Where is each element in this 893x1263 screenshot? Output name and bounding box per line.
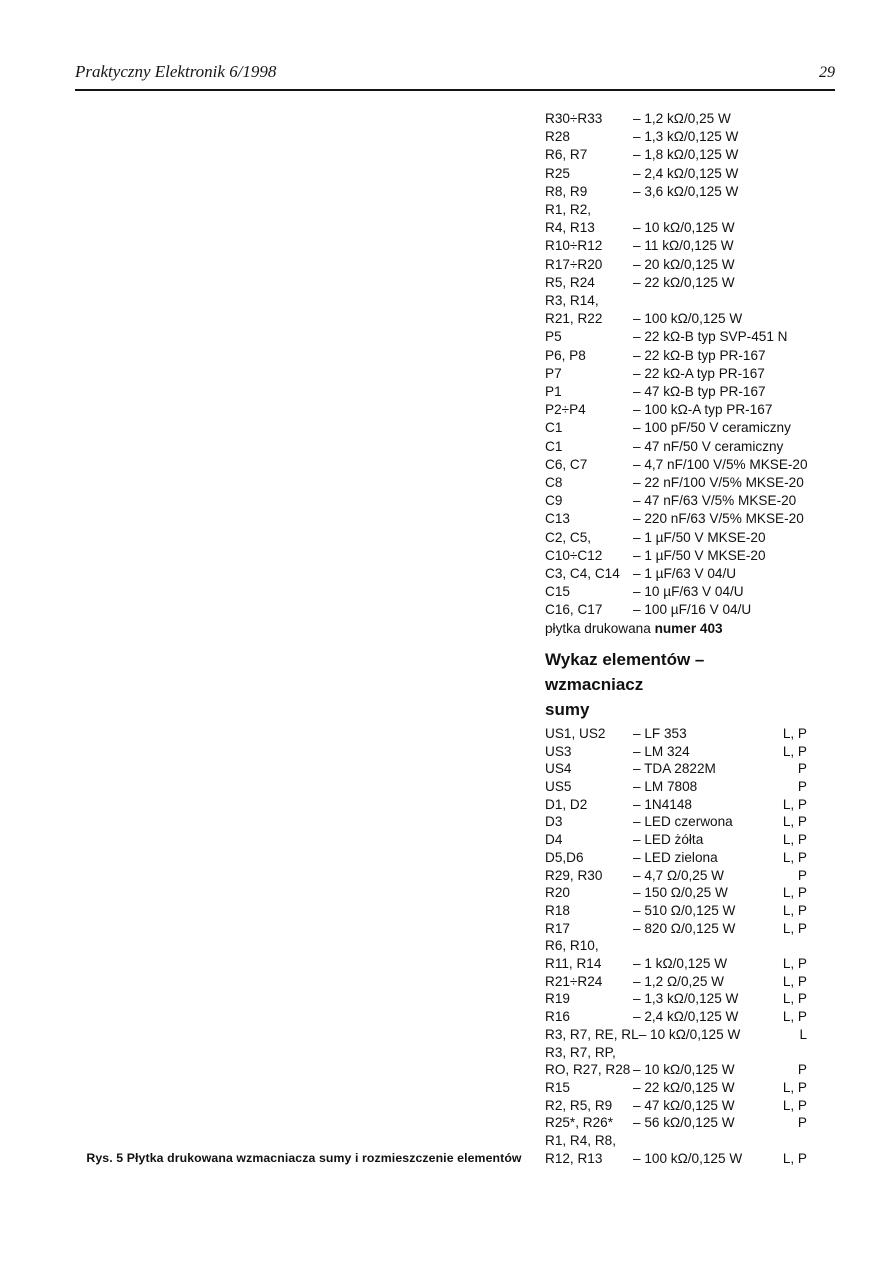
part-designator: D3 xyxy=(545,814,563,830)
parts-row xyxy=(545,510,807,528)
part-value: – 47 kΩ-B typ PR-167 xyxy=(633,384,766,400)
parts-row xyxy=(545,937,807,955)
parts-row xyxy=(545,456,807,474)
part-location: L, P xyxy=(782,725,807,741)
part-designator: D5,D6 xyxy=(545,849,584,865)
part-location: L, P xyxy=(782,1150,807,1166)
parts-row xyxy=(545,601,807,619)
part-designator: C3, C4, C14 xyxy=(545,566,620,582)
part-designator: R3, R7, RE, RL xyxy=(545,1026,639,1042)
part-designator: C1 xyxy=(545,420,563,436)
part-location xyxy=(777,183,807,201)
parts-row xyxy=(545,128,807,146)
parts-row xyxy=(545,274,807,292)
pcb-figure xyxy=(75,115,533,1143)
part-location xyxy=(777,347,807,365)
part-designator: R30÷R33 xyxy=(545,111,603,126)
part-value: – 1,2 Ω/0,25 W xyxy=(633,973,725,989)
parts-row xyxy=(545,110,807,128)
parts-list-2 xyxy=(545,725,807,1168)
parts-row xyxy=(545,920,807,938)
section2-heading xyxy=(545,647,807,722)
part-value: – 510 Ω/0,125 W xyxy=(633,902,736,918)
part-value: – 47 nF/50 V ceramiczny xyxy=(633,438,784,454)
part-designator: R1, R2, xyxy=(545,202,592,218)
part-location xyxy=(777,1044,807,1062)
parts-row xyxy=(545,796,807,814)
part-value: – 100 pF/50 V ceramiczny xyxy=(633,420,791,436)
part-location xyxy=(777,237,807,255)
parts-row xyxy=(545,256,807,274)
part-designator: C1 xyxy=(545,438,563,454)
part-value: – 22 kΩ/0,125 W xyxy=(633,1079,735,1095)
parts-row xyxy=(545,725,807,743)
parts-list-1 xyxy=(545,110,807,620)
part-location xyxy=(777,146,807,164)
part-value: – 100 kΩ/0,125 W xyxy=(633,1150,743,1166)
parts-row xyxy=(545,219,807,237)
part-value: – LM 7808 xyxy=(633,779,698,794)
part-designator: C10÷C12 xyxy=(545,547,603,563)
part-location: L, P xyxy=(782,796,807,812)
part-value: – 1,2 kΩ/0,25 W xyxy=(633,111,731,126)
part-location: P xyxy=(797,867,807,883)
parts-row xyxy=(545,474,807,492)
part-location xyxy=(791,419,821,437)
part-designator: D1, D2 xyxy=(545,796,588,812)
part-designator: R3, R14, xyxy=(545,293,599,309)
parts-list-column xyxy=(545,110,807,1167)
part-designator: R3, R7, RP, xyxy=(545,1044,616,1060)
part-value: – 1,8 kΩ/0,125 W xyxy=(633,147,739,163)
part-value: – 22 kΩ-B typ PR-167 xyxy=(633,347,766,363)
parts-row xyxy=(545,146,807,164)
part-location: L, P xyxy=(782,743,807,759)
parts-row xyxy=(545,743,807,761)
part-location xyxy=(777,365,807,383)
part-designator: C8 xyxy=(545,475,563,491)
part-location: L, P xyxy=(782,1009,807,1025)
part-designator: R21, R22 xyxy=(545,311,603,327)
part-designator: US4 xyxy=(545,761,572,777)
parts-row xyxy=(545,165,807,183)
part-location xyxy=(777,274,807,292)
parts-row xyxy=(545,328,807,346)
part-value: – 1,3 kΩ/0,125 W xyxy=(633,129,739,145)
part-location xyxy=(777,165,807,183)
part-designator: R29, R30 xyxy=(545,867,603,883)
part-location xyxy=(777,547,807,565)
part-location: L, P xyxy=(782,1097,807,1113)
part-value: – 4,7 nF/100 V/5% MKSE-20 xyxy=(633,456,808,472)
part-value: – 10 kΩ/0,125 W xyxy=(633,220,735,236)
part-designator: R8, R9 xyxy=(545,183,588,199)
parts-row xyxy=(545,365,807,383)
part-designator: R20 xyxy=(545,885,570,901)
part-location xyxy=(804,474,834,492)
part-value xyxy=(633,1044,777,1062)
part-value: – 150 Ω/0,25 W xyxy=(633,885,728,901)
part-location xyxy=(777,1132,807,1150)
part-value: – 1 µF/63 V 04/U xyxy=(633,566,737,582)
parts-row xyxy=(545,492,807,510)
part-designator: R17÷R20 xyxy=(545,256,603,272)
part-value: – 10 µF/63 V 04/U xyxy=(633,584,744,600)
parts-row xyxy=(545,201,807,219)
parts-row xyxy=(545,884,807,902)
part-location xyxy=(777,383,807,401)
part-value: – 22 kΩ/0,125 W xyxy=(633,274,735,290)
board-number-prefix: płytka drukowana xyxy=(545,620,655,636)
page-number: 29 xyxy=(819,64,835,81)
parts-row xyxy=(545,849,807,867)
part-designator: C16, C17 xyxy=(545,602,603,618)
part-designator: C9 xyxy=(545,493,563,509)
parts-row xyxy=(545,183,807,201)
parts-row xyxy=(545,1061,807,1079)
parts-row xyxy=(545,529,807,547)
part-location xyxy=(777,583,807,601)
part-designator: R6, R7 xyxy=(545,147,588,163)
parts-row xyxy=(545,347,807,365)
parts-row xyxy=(545,1079,807,1097)
part-designator: R5, R24 xyxy=(545,274,595,290)
part-location: L, P xyxy=(782,956,807,972)
part-designator: P2÷P4 xyxy=(545,402,586,418)
part-location xyxy=(777,937,807,955)
part-designator: US3 xyxy=(545,743,572,759)
parts-row xyxy=(545,383,807,401)
parts-row xyxy=(545,237,807,255)
pcb-figure-svg xyxy=(75,115,533,1143)
part-value: – 100 kΩ/0,125 W xyxy=(633,311,743,327)
part-location xyxy=(777,310,807,328)
part-location xyxy=(777,292,807,310)
part-location xyxy=(777,601,807,619)
part-value: – 100 µF/16 V 04/U xyxy=(633,602,752,618)
part-value: – TDA 2822M xyxy=(633,761,716,777)
part-value: – LM 324 xyxy=(633,743,690,759)
journal-title: Praktyczny Elektronik 6/1998 xyxy=(75,62,277,81)
part-location xyxy=(796,492,826,510)
part-value: – 22 kΩ-B typ SVP-451 N xyxy=(633,329,788,345)
part-location xyxy=(777,201,807,219)
parts-row xyxy=(545,813,807,831)
parts-row xyxy=(545,867,807,885)
part-location xyxy=(787,328,817,346)
part-value: – 3,6 kΩ/0,125 W xyxy=(633,183,739,199)
part-location xyxy=(783,438,813,456)
part-value xyxy=(633,1132,777,1150)
part-location: L, P xyxy=(782,920,807,936)
part-designator: P7 xyxy=(545,365,562,381)
parts-row xyxy=(545,831,807,849)
parts-row xyxy=(545,778,807,796)
part-designator: R1, R4, R8, xyxy=(545,1133,617,1149)
part-designator: R12, R13 xyxy=(545,1150,603,1166)
part-value: – 1 kΩ/0,125 W xyxy=(633,956,728,972)
part-location xyxy=(777,256,807,274)
board-number-note xyxy=(545,620,807,638)
part-location xyxy=(777,529,807,547)
part-location xyxy=(804,510,834,528)
parts-row xyxy=(545,760,807,778)
part-value: – 1 µF/50 V MKSE-20 xyxy=(633,529,766,545)
part-designator: US1, US2 xyxy=(545,725,606,741)
part-value: – 47 kΩ/0,125 W xyxy=(633,1097,735,1113)
section2-heading-line2: sumy xyxy=(545,699,590,719)
part-designator: C2, C5, xyxy=(545,529,592,545)
parts-row xyxy=(545,565,807,583)
part-value: – 100 kΩ-A typ PR-167 xyxy=(633,402,773,418)
part-location: L, P xyxy=(782,991,807,1007)
parts-row xyxy=(545,401,807,419)
part-location: L, P xyxy=(782,885,807,901)
part-designator: C6, C7 xyxy=(545,456,588,472)
parts-row xyxy=(545,419,807,437)
part-location xyxy=(808,456,838,474)
part-designator: R28 xyxy=(545,129,570,145)
part-location: L, P xyxy=(782,1079,807,1095)
part-value: – 47 nF/63 V/5% MKSE-20 xyxy=(633,493,797,509)
part-value: – 56 kΩ/0,125 W xyxy=(633,1115,735,1131)
parts-row xyxy=(545,292,807,310)
parts-row xyxy=(545,438,807,456)
part-designator: D4 xyxy=(545,832,563,848)
part-value: – LF 353 xyxy=(633,725,687,741)
part-location: L, P xyxy=(782,832,807,848)
part-designator: RO, R27, R28 xyxy=(545,1062,631,1078)
part-value: – LED zielona xyxy=(633,849,718,865)
part-value: – 20 kΩ/0,125 W xyxy=(633,256,735,272)
part-value: – 4,7 Ω/0,25 W xyxy=(633,867,725,883)
parts-row xyxy=(545,1008,807,1026)
part-value: – 11 kΩ/0,125 W xyxy=(633,238,734,254)
part-location: L, P xyxy=(782,902,807,918)
part-designator: R11, R14 xyxy=(545,956,602,972)
part-designator: R2, R5, R9 xyxy=(545,1097,613,1113)
part-value: – 1N4148 xyxy=(633,796,692,812)
parts-row xyxy=(545,1114,807,1132)
part-designator: C15 xyxy=(545,584,570,600)
part-location xyxy=(777,128,807,146)
part-location: P xyxy=(797,779,807,794)
part-value: – LED czerwona xyxy=(633,814,733,830)
part-designator: R10÷R12 xyxy=(545,238,603,254)
parts-row xyxy=(545,1044,807,1062)
part-value: – 10 kΩ/0,125 W xyxy=(633,1062,735,1078)
part-value xyxy=(633,937,777,955)
part-designator: US5 xyxy=(545,779,572,794)
part-value: – 22 kΩ-A typ PR-167 xyxy=(633,365,765,381)
part-value: – 820 Ω/0,125 W xyxy=(633,920,736,936)
part-designator: R6, R10, xyxy=(545,938,599,954)
parts-row xyxy=(545,1097,807,1115)
part-location: L xyxy=(799,1026,807,1042)
part-designator: R19 xyxy=(545,991,570,1007)
part-value: – 220 nF/63 V/5% MKSE-20 xyxy=(633,511,804,527)
part-value: – 2,4 kΩ/0,125 W xyxy=(633,165,739,181)
part-designator: R15 xyxy=(545,1079,570,1095)
parts-row xyxy=(545,547,807,565)
part-designator: R25 xyxy=(545,165,570,181)
board-number: numer 403 xyxy=(654,620,723,636)
part-value: – 22 nF/100 V/5% MKSE-20 xyxy=(633,475,804,491)
part-value xyxy=(633,292,777,310)
part-designator: R4, R13 xyxy=(545,220,595,236)
part-designator: R21÷R24 xyxy=(545,973,603,989)
parts-row xyxy=(545,990,807,1008)
part-location: P xyxy=(797,761,807,777)
part-designator: R17 xyxy=(545,920,570,936)
part-location: L, P xyxy=(782,814,807,830)
header-rule xyxy=(75,89,835,91)
part-location xyxy=(777,565,807,583)
part-location xyxy=(777,110,807,128)
parts-row xyxy=(545,1132,807,1150)
part-location xyxy=(777,219,807,237)
part-location: L, P xyxy=(782,973,807,989)
part-location: L, P xyxy=(782,849,807,865)
parts-row xyxy=(545,902,807,920)
parts-row xyxy=(545,310,807,328)
part-location: P xyxy=(797,1115,807,1131)
parts-row xyxy=(545,1150,807,1168)
part-value: – LED żółta xyxy=(633,832,704,848)
part-value: – 1,3 kΩ/0,125 W xyxy=(633,991,739,1007)
part-value: – 10 kΩ/0,125 W xyxy=(638,1026,741,1042)
part-value: – 1 µF/50 V MKSE-20 xyxy=(633,547,766,563)
part-designator: P1 xyxy=(545,384,562,400)
part-value: – 2,4 kΩ/0,125 W xyxy=(633,1009,739,1025)
part-designator: C13 xyxy=(545,511,570,527)
part-location: P xyxy=(797,1062,807,1078)
part-value xyxy=(633,201,777,219)
part-location xyxy=(777,401,807,419)
figure-caption: Rys. 5 Płytka drukowana wzmacniacza sumy i rozmieszczenie elementów xyxy=(86,1151,522,1165)
parts-row xyxy=(545,1026,807,1044)
part-designator: R25*, R26* xyxy=(545,1115,614,1131)
part-designator: R16 xyxy=(545,1009,570,1025)
part-designator: P6, P8 xyxy=(545,347,586,363)
section2-heading-line1: Wykaz elementów – wzmacniacz xyxy=(545,649,705,694)
parts-row xyxy=(545,973,807,991)
parts-row xyxy=(545,955,807,973)
parts-row xyxy=(545,583,807,601)
part-designator: R18 xyxy=(545,902,570,918)
part-designator: P5 xyxy=(545,329,562,345)
